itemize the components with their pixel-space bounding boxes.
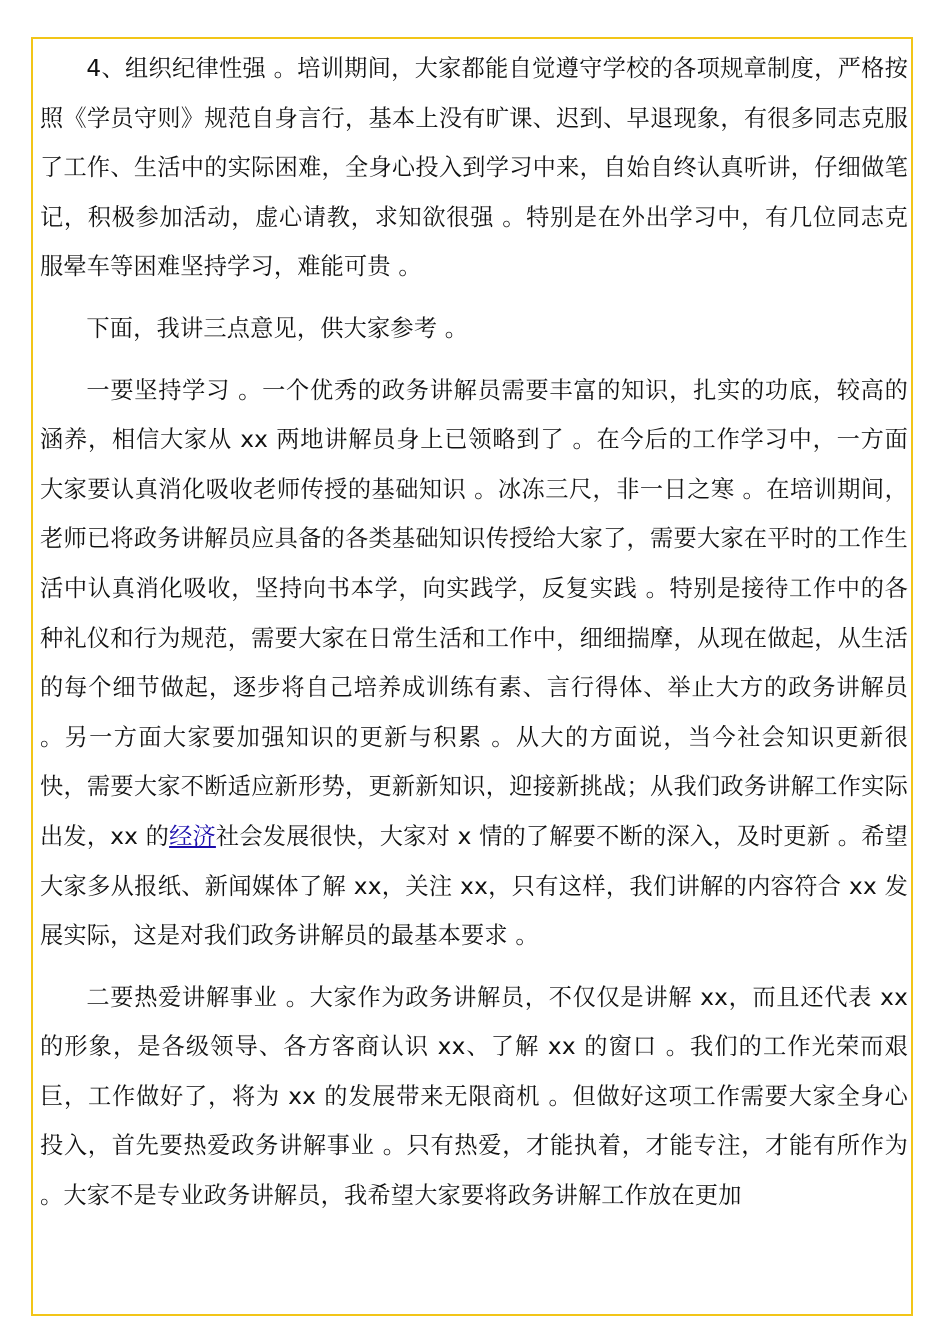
paragraph-keep-learning-text-start: 一要坚持学习 。一个优秀的政务讲解员需要丰富的知识，扎实的功底，较高的涵养，相信大家从 xx 两地讲解员身上已领略到了 。在今后的工作学习中，一方面大家要认真消化吸收老师传授的基础知识 。冰冻三尺，非一日之寒 。在培训期间，老师已将政务讲解员应具备的各类基础知识传授给大家了，需要大家在平时的工作生活中认真消化吸收，坚持向书本学，向实践学，反复实践 。特别是接待工作中的各种礼仪和行为规范，需要大家在日常生活和工作中，细细揣摩，从现在做起，从生活的每个细节做起，逐步将自己培养成训练有素、言行得体、举止大方的政务讲解员 。另一方面大家要加强知识的更新与积累 。从大的方面说，当今社会知识更新很快，需要大家不断适应新形势，更新新知识，迎接新挑战；从我们政务讲解工作实际出发，xx 的 [40, 376, 908, 850]
paragraph-love-career: 二要热爱讲解事业 。大家作为政务讲解员，不仅仅是讲解 xx，而且还代表 xx 的形象，是各级领导、各方客商认识 xx、了解 xx 的窗口 。我们的工作光荣而艰巨，工作做好了，将为 xx 的发展带来无限商机 。但做好这项工作需要大家全身心投入，首先要热爱政务讲解事业 。只有热爱，才能执着，才能专注，才能有所作为 。大家不是专业政务讲解员，我希望大家要将政务讲解工作放在更加 [40, 983, 908, 1210]
economy-link[interactable]: 经济 [169, 822, 216, 850]
paragraph-discipline: 4、组织纪律性强 。培训期间，大家都能自觉遵守学校的各项规章制度，严格按照《学员守则》规范自身言行，基本上没有旷课、迟到、早退现象，有很多同志克服了工作、生活中的实际困难，全身心投入到学习中来，自始自终认真听讲，仔细做笔记，积极参加活动，虚心请教，求知欲很强 。特别是在外出学习中，有几位同志克服晕车等困难坚持学习，难能可贵 。 [40, 55, 908, 281]
paragraph-keep-learning-text-end: 社会发展很快，大家对 x 情的了解要不断的深入，及时更新 。希望大家多从报纸、新闻媒体了解 xx，关注 xx，只有这样，我们讲解的内容符合 xx 发展实际，这是对我们政务讲解员的最基本要求 。 [40, 822, 909, 950]
paragraph-keep-learning [40, 366, 908, 961]
paragraph-three-points: 下面，我讲三点意见，供大家参考 。 [86, 314, 469, 342]
document-body [40, 44, 908, 1233]
